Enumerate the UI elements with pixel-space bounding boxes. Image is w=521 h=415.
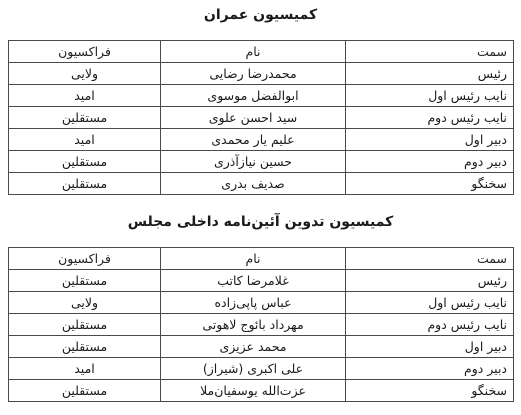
faction-cell: مستقلین (9, 380, 161, 402)
table-row (9, 173, 514, 195)
civil-commission-table (8, 40, 514, 195)
faction-cell: مستقلین (9, 270, 161, 292)
name-cell: علی اکبری (شیراز) (161, 358, 346, 380)
faction-cell: مستقلین (9, 151, 161, 173)
table-row (9, 107, 514, 129)
header-role: سمت (346, 41, 514, 63)
name-cell: حسین نیازآذری (161, 151, 346, 173)
header-name: نام (161, 248, 346, 270)
faction-cell: امید (9, 85, 161, 107)
role-cell: دبیر دوم (346, 151, 514, 173)
name-cell: ابوالفضل موسوی (161, 85, 346, 107)
name-cell: سید احسن علوی (161, 107, 346, 129)
table-row (9, 270, 514, 292)
faction-cell: مستقلین (9, 314, 161, 336)
table-row (9, 151, 514, 173)
role-cell: سخنگو (346, 380, 514, 402)
role-cell: رئیس (346, 63, 514, 85)
role-cell: نایب رئیس اول (346, 292, 514, 314)
table-header-row (9, 248, 514, 270)
header-name: نام (161, 41, 346, 63)
role-cell: دبیر دوم (346, 358, 514, 380)
rules-commission-table (8, 247, 514, 402)
role-cell: دبیر اول (346, 336, 514, 358)
role-cell: نایب رئیس اول (346, 85, 514, 107)
table-row (9, 129, 514, 151)
table-row (9, 63, 514, 85)
name-cell: مهرداد بائوج لاهوتی (161, 314, 346, 336)
table-row (9, 358, 514, 380)
table-header-row (9, 41, 514, 63)
faction-cell: مستقلین (9, 107, 161, 129)
role-cell: دبیر اول (346, 129, 514, 151)
section-title-rules-commission: کمیسیون تدوین آئین‌نامه داخلی مجلس (127, 214, 394, 230)
name-cell: عزت‌الله یوسفیان‌ملا (161, 380, 346, 402)
table-row (9, 292, 514, 314)
table-row (9, 336, 514, 358)
faction-cell: مستقلین (9, 173, 161, 195)
faction-cell: امید (9, 129, 161, 151)
name-cell: علیم یار محمدی (161, 129, 346, 151)
header-faction: فراکسیون (9, 41, 161, 63)
section-title-civil-commission: کمیسیون عمران (203, 7, 318, 23)
role-cell: نایب رئیس دوم (346, 107, 514, 129)
table-row (9, 380, 514, 402)
name-cell: محمد عزیزی (161, 336, 346, 358)
faction-cell: مستقلین (9, 336, 161, 358)
header-role: سمت (346, 248, 514, 270)
role-cell: نایب رئیس دوم (346, 314, 514, 336)
name-cell: غلامرضا کاتب (161, 270, 346, 292)
role-cell: سخنگو (346, 173, 514, 195)
role-cell: رئیس (346, 270, 514, 292)
faction-cell: ولایی (9, 63, 161, 85)
faction-cell: امید (9, 358, 161, 380)
name-cell: صدیف بدری (161, 173, 346, 195)
table-row (9, 85, 514, 107)
table-row (9, 314, 514, 336)
faction-cell: ولایی (9, 292, 161, 314)
name-cell: محمدرضا رضایی (161, 63, 346, 85)
name-cell: عباس پاپی‌زاده (161, 292, 346, 314)
header-faction: فراکسیون (9, 248, 161, 270)
